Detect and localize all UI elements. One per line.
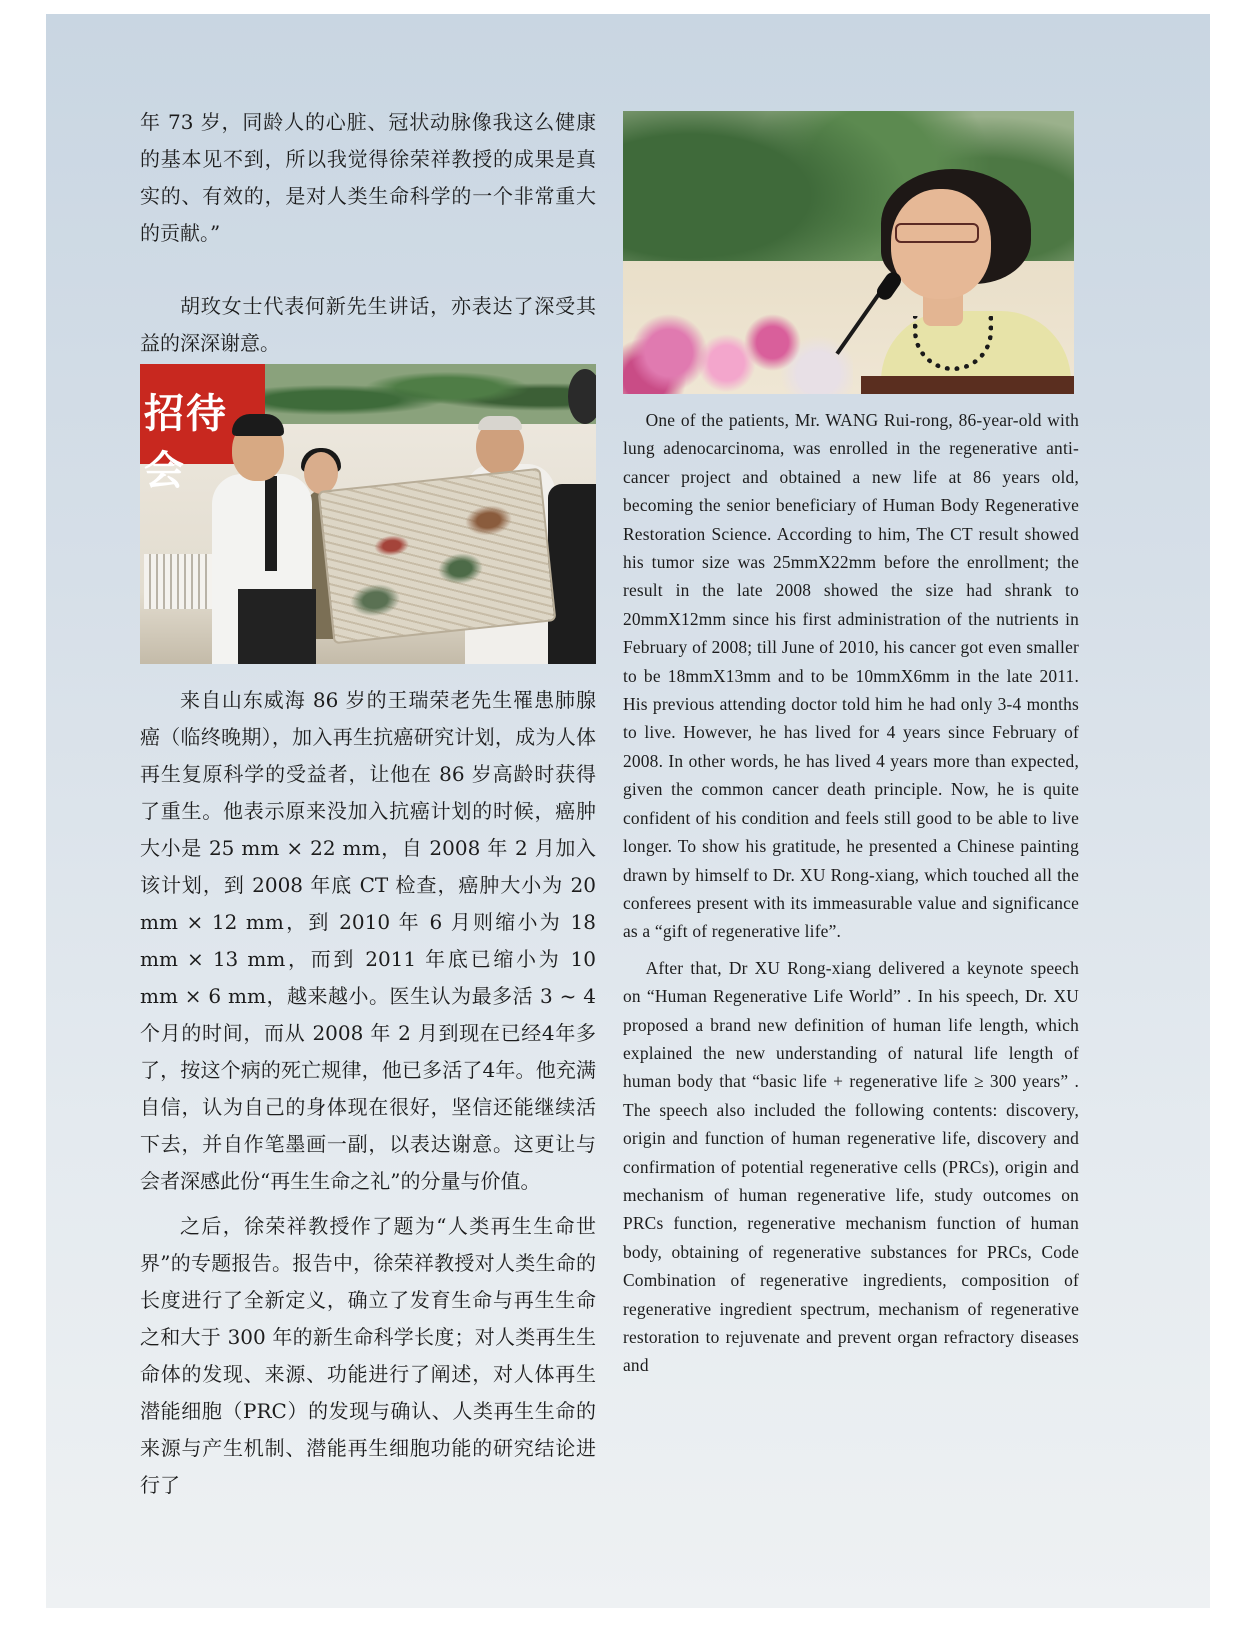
quote-paragraph: 年 73 岁，同龄人的心脏、冠状动脉像我这么健康的基本见不到，所以我觉得徐荣祥教授的成果是真实的、有效的，是对人类生命科学的一个非常重大的贡献。”: [140, 110, 596, 245]
lily-bouquet: [623, 291, 853, 394]
magazine-page: [46, 14, 1210, 1608]
speaker-figure: [891, 189, 991, 299]
wang-ruirong-paragraph: 来自山东威海 86 岁的王瑞荣老先生罹患肺腺癌（临终晚期），加入再生抗癌研究计划，成为人体再生复原科学的受益者，让他在 86 岁高龄时获得了重生。他表示原来没加入抗癌计划的时候，癌肿大小是 25 mm × 22 mm，自 2008 年 2 月加入该计划，到 2008 年底 CT 检查，癌肿大小为 20 mm × 12 mm，到 2010 年 6 月则缩小为 18 mm × 13 mm，而到 2011 年底已缩小为 10 mm × 6 mm，越来越小。医生认为最多活 3 ~ 4 个月的时间，而从 2008 年 2 月到现在已经4年多了，按这个病的死亡规律，他已多活了4年。他充满自信，认为自己的身体现在很好，坚信还能继续活下去，并自作笔墨画一副，以表达谢意。这更让与会者深感此份“再生生命之礼”的分量与价值。: [140, 688, 596, 1193]
podium: [861, 376, 1074, 394]
hu-mei-paragraph: 胡玫女士代表何新先生讲话，亦表达了深受其益的深深谢意。: [140, 294, 596, 355]
lotus-mural: [265, 364, 596, 424]
award-photo: [140, 364, 596, 664]
patient-paragraph-en: One of the patients, Mr. WANG Rui-rong, 86-year-old with lung adenocarcinoma, was enrolled in the regenerative anti-cancer project and obtained a new life at 86 years old, becoming the senior beneficiary of Human Body Regenerative Restoration Science. According to him, The CT result showed his tumor size was 25mmX22mm before the enrollment; the result in the late 2008 showed the size had shrank to 20mmX12mm since his first administration of the nutrients in February of 2008; till June of 2010, his cancer got even smaller to be 18mmX13mm and to be 10mmX6mm in the late 2011. His previous attending doctor told him he had only 3-4 months to live. However, he has lived for 4 years since February of 2008. In other words, he has lived 4 years more than expected, given the common cancer death principle. Now, he is quite confident of his condition and feels still good to be able to live longer. To show his gratitude, he presented a Chinese painting drawn by himself to Dr. XU Rong-xiang, which touched all the conferees present with its immeasurable value and significance as a “gift of regenerative life”.: [623, 410, 1079, 942]
left-column-bottom: [140, 682, 596, 1504]
right-column: [623, 406, 1079, 1380]
chinese-painting: [318, 468, 557, 645]
hostess-figure: [304, 452, 338, 494]
banner-text: 招待会: [144, 391, 228, 494]
keynote-paragraph-en: After that, Dr XU Rong-xiang delivered a keynote speech on “Human Regenerative Life World” . In his speech, Dr. XU proposed a brand new definition of human life length, which explained the new understanding of natural life length of human body that “basic life + regenerative life ≥ 300 years” . The speech also included the following contents: discovery, origin and function of human regenerative life, discovery and confirmation of potential regenerative cells (PRCs), origin and mechanism of human regenerative life, study outcomes on PRCs function, regenerative mechanism function of human body, obtaining of regenerative substances for PRCs, Code Combination of regenerative ingredients, composition of regenerative ingredient spectrum, mechanism of regenerative restoration to rejuvenate and prevent organ refractory diseases and: [623, 957, 1079, 1376]
speaker-photo: [623, 111, 1074, 394]
keynote-paragraph-zh: 之后，徐荣祥教授作了题为“人类再生生命世界”的专题报告。报告中，徐荣祥教授对人类生命的长度进行了全新定义，确立了发育生命与再生生命之和大于 300 年的新生命科学长度；对人类再生生命体的发现、来源、功能进行了阐述，对人体再生潜能细胞（PRC）的发现与确认、人类再生生命的来源与产生机制、潜能再生细胞功能的研究结论进行了: [140, 1214, 596, 1497]
left-column-top: [140, 104, 596, 362]
